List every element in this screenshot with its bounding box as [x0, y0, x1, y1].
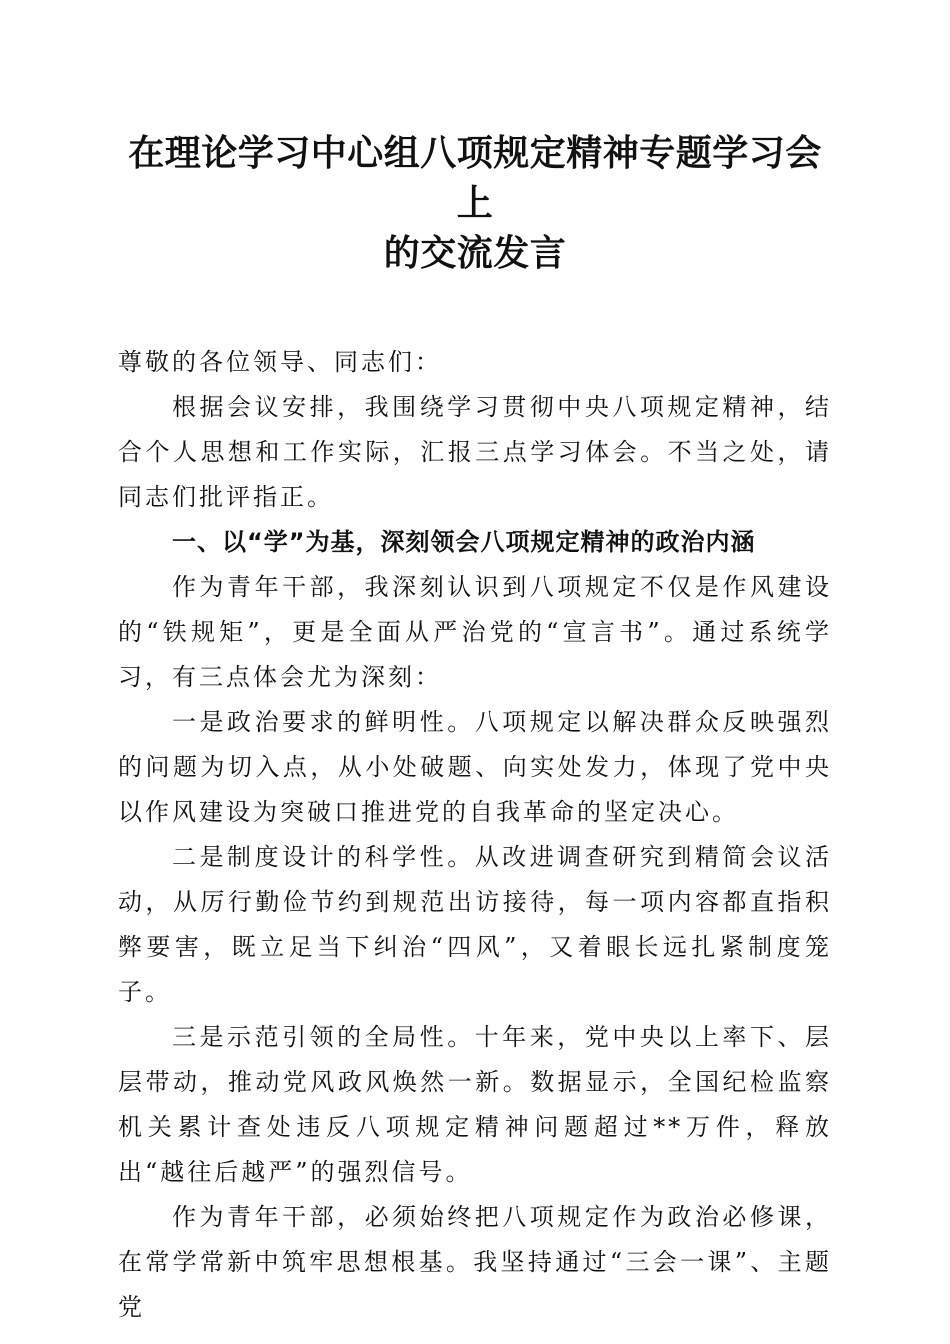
document-body: [118, 340, 832, 1330]
greeting-paragraph: 尊敬的各位领导、同志们：: [118, 348, 442, 376]
section-1-paragraph-1: 作为青年干部，我深刻认识到八项规定不仅是作风建设的“铁规矩”，更是全面从严治党的“宣言书”。通过系统学习，有三点体会尤为深刻：: [118, 573, 832, 691]
document-title-line-2: 的交流发言: [383, 232, 567, 274]
point-3-paragraph: 三是示范引领的全局性。十年来，党中央以上率下、层层带动，推动党风政风焕然一新。数据显示，全国纪检监察机关累计查处违反八项规定精神问题超过**万件，释放出“越往后越严”的强烈信号。: [118, 1023, 832, 1186]
point-2-paragraph: 二是制度设计的科学性。从改进调查研究到精简会议活动，从厉行勤俭节约到规范出访接待，每一项内容都直指积弊要害，既立足当下纠治“四风”，又着眼长远扎紧制度笼子。: [118, 843, 832, 1006]
intro-paragraph: 根据会议安排，我围绕学习贯彻中央八项规定精神，结合个人思想和工作实际，汇报三点学习体会。不当之处，请同志们批评指正。: [118, 393, 832, 511]
document-title-line-1: 在理论学习中心组八项规定精神专题学习会上: [128, 132, 822, 224]
section-1-heading: 一、以“学”为基，深刻领会八项规定精神的政治内涵: [172, 528, 756, 556]
document-title: [118, 128, 832, 278]
point-1-paragraph: 一是政治要求的鲜明性。八项规定以解决群众反映强烈的问题为切入点，从小处破题、向实处发力，体现了党中央以作风建设为突破口推进党的自我革命的坚定决心。: [118, 708, 832, 826]
section-1-paragraph-2: 作为青年干部，必须始终把八项规定作为政治必修课，在常学常新中筑牢思想根基。我坚持通过“三会一课”、主题党: [118, 1203, 832, 1321]
